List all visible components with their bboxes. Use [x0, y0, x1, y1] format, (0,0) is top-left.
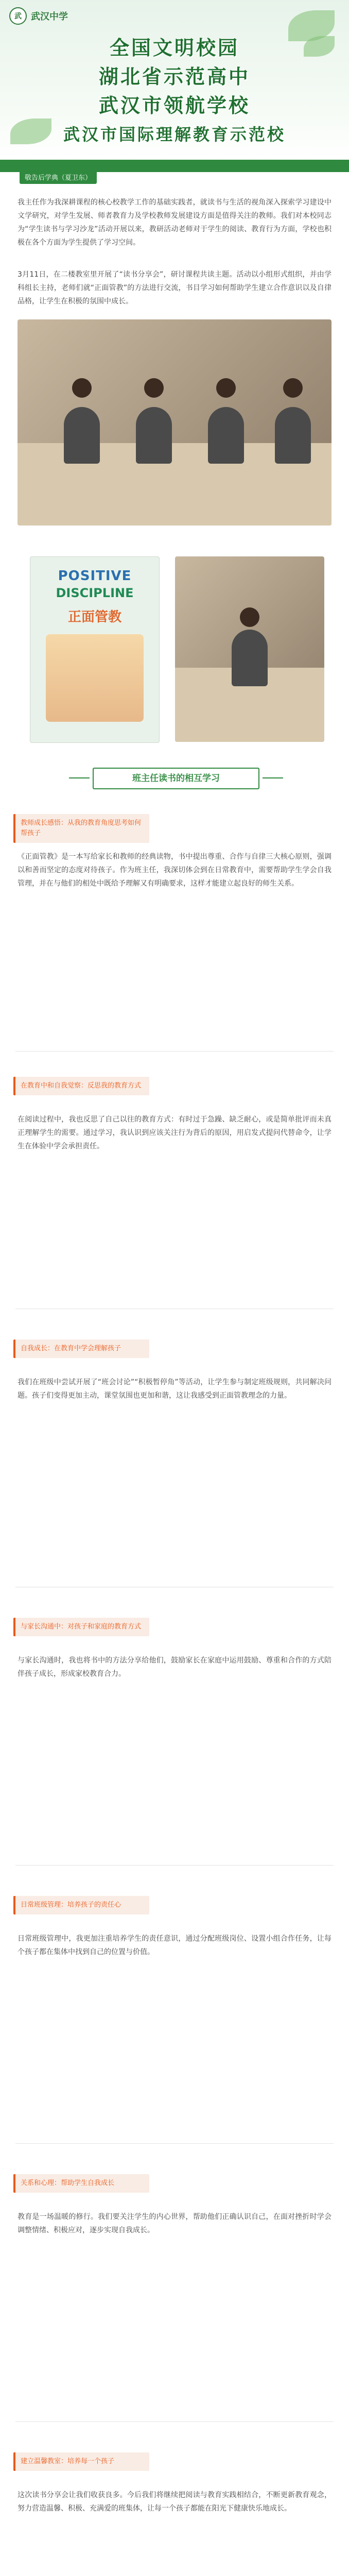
school-seal-icon: 武: [9, 7, 27, 25]
paragraph-7: 这次读书分享会让我们收获良多。今后我们将继续把阅读与教育实践相结合，不断更新教育观念，努力营造温馨、积极、充满爱的班集体，让每一个孩子都能在阳光下健康快乐地成长。: [18, 2491, 331, 2513]
paragraph-3: 我们在班级中尝试开展了“班会讨论”“积极暂停角”等活动，让学生参与制定班级规则，共同解决问题。孩子们变得更加主动，课堂氛围也更加和谐，这让我感受到正面管教理念的力量。: [18, 1378, 331, 1400]
paragraph-5: 日常班级管理中，我更加注重培养学生的责任意识，通过分配班级岗位、设置小组合作任务，让每个孩子都在集体中找到自己的位置与价值。: [18, 1935, 331, 1956]
note-2: 在教育中和自我觉察：反思我的教育方式: [13, 1077, 149, 1095]
header-title-lines: [0, 25, 349, 158]
school-logo: 武 武汉中学: [9, 7, 68, 25]
note-4: 与家长沟通中：对孩子和家庭的教育方式: [13, 1618, 149, 1636]
reading-photo: [175, 556, 324, 742]
note-1: 教师成长感悟：从我的教育角度思考如何帮孩子: [13, 814, 149, 843]
note-3: 自我成长：在教育中学会理解孩子: [13, 1340, 149, 1358]
activity-photo: [18, 319, 331, 526]
paragraph-6: 教育是一场温暖的修行。我们要关注学生的内心世界，帮助他们正确认识自己，在面对挫折时学会调整情绪、积极应对，逐步实现自我成长。: [18, 2213, 331, 2234]
paragraph-activity: 3月11日，在二楼教室里开展了“读书分享会”，研讨课程共读主题。活动以小组形式组织，并由学科组长主持，老师们就“正面管教”的方法进行交流，书目学习如何帮助学生建立合作意识以及自律品格，让学生在积极的氛围中成长。: [18, 270, 331, 306]
note-6: 关系和心理：帮助学生自我成长: [13, 2174, 149, 2193]
author-tag: 敬告后学典（夏卫东）: [20, 170, 97, 184]
header-banner: [0, 0, 349, 160]
section-title: 班主任读书的相互学习: [93, 768, 259, 789]
header-line-3: 武汉市领航学校: [98, 94, 250, 117]
header-line-4: 武汉市国际理解教育示范校: [63, 125, 286, 144]
paragraph-1: 《正面管教》是一本写给家长和教师的经典读物，书中提出尊重、合作与自律三大核心原则，强调以和善而坚定的态度对待孩子。作为班主任，我深切体会到在日常教育中，需要帮助学生学会自我管理，并在与他们的相处中既给予理解又有明确要求，这样才能建立起良好的师生关系。: [18, 853, 331, 888]
paragraph-4: 与家长沟通时，我也将书中的方法分享给他们，鼓励家长在家庭中运用鼓励、尊重和合作的方式陪伴孩子成长，形成家校教育合力。: [18, 1656, 331, 1678]
note-7: 建立温馨教室：培养每一个孩子: [13, 2452, 149, 2471]
note-5: 日常班级管理：培养孩子的责任心: [13, 1896, 149, 1914]
intro-paragraph: 我主任作为我深耕课程的核心校教学工作的基础实践者，就读书与生活的视角深入探索学习建设中文学研究，对学生发展、师者教育力及学校教师发展建设方面是值得关注的教师。我们对本校同志为“学生读书与学习沙龙”活动开展以来，教研活动老师对于学生的阅读、教育行为方面，学校也积极在各个方面为学生提供了学习空间。: [18, 198, 331, 247]
book-cover-image: POSITIVE DISCIPLINE 正面管教: [30, 556, 160, 743]
header-line-1: 全国文明校园: [109, 36, 239, 59]
header-line-2: 湖北省示范高中: [98, 65, 250, 88]
paragraph-2: 在阅读过程中，我也反思了自己以往的教育方式：有时过于急躁、缺乏耐心，或是简单批评而未真正理解学生的需要。通过学习，我认识到应该关注行为背后的原因，用启发式提问代替命令，让学生在体验中学会承担责任。: [18, 1115, 331, 1150]
